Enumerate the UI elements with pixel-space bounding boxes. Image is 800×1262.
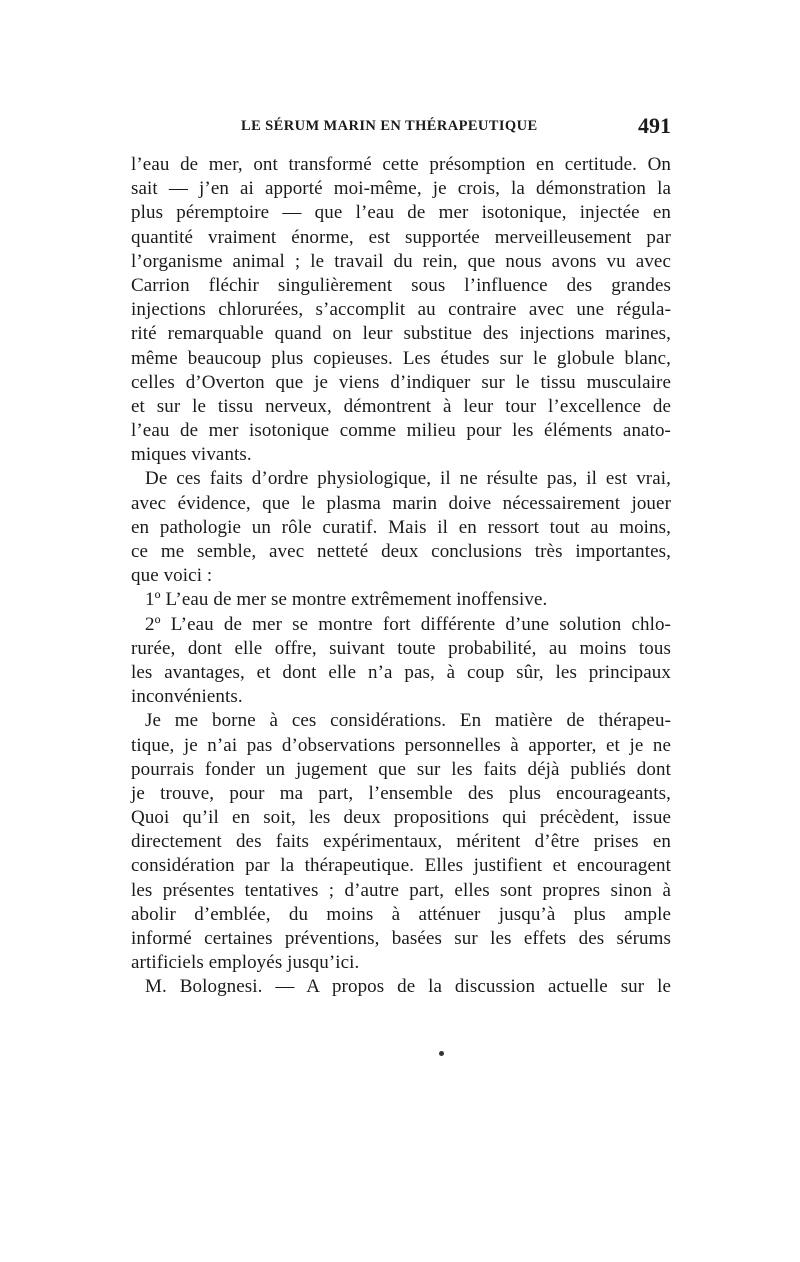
text-line: inconvénients. (131, 686, 243, 708)
running-title: LE SÉRUM MARIN EN THÉRAPEUTIQUE (241, 118, 538, 134)
ink-speck (439, 1051, 444, 1056)
text-line: l’eau de mer, ont transformé cette présomption en certitude. On (131, 154, 671, 175)
text-line: avec évidence, que le plasma marin doive nécessairement jouer (131, 492, 671, 514)
text-line: plus péremptoire — que l’eau de mer isotonique, injectée en (131, 202, 671, 224)
text-line: pourrais fonder un jugement que sur les faits déjà publiés dont (131, 758, 671, 780)
text-line: sait — j’en ai apporté moi-même, je crois, la démonstration la (131, 178, 671, 200)
page-header (131, 114, 671, 144)
text-line: quantité vraiment énorme, est supportée merveilleusement par (131, 226, 671, 248)
text-line: rurée, dont elle offre, suivant toute probabilité, au moins tous (131, 637, 671, 659)
text-line: rité remarquable quand on leur substitue des injections marines, (131, 323, 671, 345)
text-line: abolir d’emblée, du moins à atténuer jusqu’à plus ample (131, 903, 671, 925)
text-line: les présentes tentatives ; d’autre part, elles sont propres sinon à (131, 879, 671, 901)
text-line: je trouve, pour ma part, l’ensemble des plus encourageants, (131, 782, 671, 804)
text-line: même beaucoup plus copieuses. Les études sur le globule blanc, (131, 347, 671, 369)
text-line: M. Bolognesi. — A propos de la discussion actuelle sur le (145, 976, 671, 998)
text-line: et sur le tissu nerveux, démontrent à leur tour l’excellence de (131, 395, 671, 417)
text-line: miques vivants. (131, 444, 252, 466)
text-line: Carrion fléchir singulièrement sous l’influence des grandes (131, 274, 671, 296)
text-line: celles d’Overton que je viens d’indiquer sur le tissu musculaire (131, 371, 671, 393)
text-line: 2º L’eau de mer se montre fort différente d’une solution chlo- (145, 613, 671, 635)
text-line: Quoi qu’il en soit, les deux propositions qui précèdent, issue (131, 807, 671, 829)
text-line: tique, je n’ai pas d’observations personnelles à apporter, et je ne (131, 734, 671, 756)
body-text (131, 153, 671, 1000)
text-line: artificiels employés jusqu’ici. (131, 952, 360, 974)
text-line: injections chlorurées, s’accomplit au contraire avec une régula- (131, 299, 671, 321)
text-line: 1º L’eau de mer se montre extrêmement inoffensive. (145, 589, 548, 611)
text-line: informé certaines préventions, basées sur les effets des sérums (131, 928, 671, 949)
text-line: ce me semble, avec netteté deux conclusions très importantes, (131, 541, 671, 562)
text-line: directement des faits expérimentaux, méritent d’être prises en (131, 831, 671, 853)
text-line: considération par la thérapeutique. Elles justifient et encouragent (131, 855, 671, 877)
text-line: en pathologie un rôle curatif. Mais il en ressort tout au moins, (131, 516, 671, 538)
text-line: Je me borne à ces considérations. En matière de thérapeu- (145, 710, 671, 732)
page-number: 491 (638, 113, 671, 138)
text-line: De ces faits d’ordre physiologique, il ne résulte pas, il est vrai, (145, 468, 671, 490)
text-line: que voici : (131, 565, 213, 587)
text-line: les avantages, et dont elle n’a pas, à coup sûr, les principaux (131, 661, 671, 683)
text-line: l’eau de mer isotonique comme milieu pour les éléments anato- (131, 420, 671, 442)
text-line: l’organisme animal ; le travail du rein, que nous avons vu avec (131, 250, 671, 272)
